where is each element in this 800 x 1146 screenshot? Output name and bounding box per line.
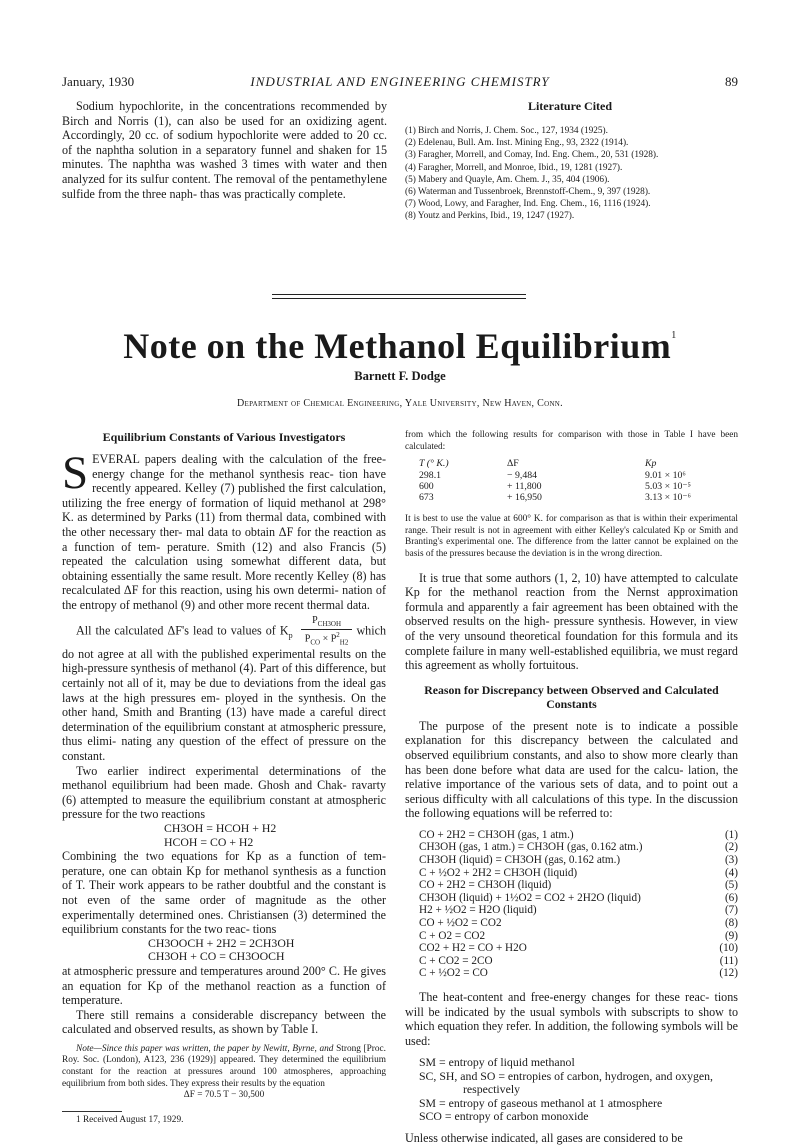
reaction-pair-b: CH3OOCH + 2H2 = 2CH3OH CH3OH + CO = CH3OOCH — [148, 935, 295, 964]
discrepancy-paragraph: There still remains a considerable discrepancy between the calculated and observed results, as shown by Table I. — [62, 1007, 387, 1037]
symbol-def: SM = entropy of gaseous methanol at 1 atmosphere — [419, 1095, 663, 1110]
continuation-paragraph: Sodium hypochlorite, in the concentrations recommended by Birch and Norris (1), can also be used for an oxidizing agent. Accordingly, 20 cc. of sodium hypochlorite were added to 20 cc. of the naphtha solution in a separatory funnel and shaken for 15 minutes. The naphtha was washed 3 times with water and then analyzed for its sulfur content. The removal of the pentamethylene sulfide from the three naph- thas was practically complete. — [62, 99, 388, 201]
running-header-date: January, 1930 — [62, 74, 135, 89]
reaction-pair-a: CH3OH = HCOH + H2 HCOH = CO + H2 — [164, 820, 277, 849]
literature-list — [405, 125, 740, 223]
equation-row: CO + ½O2 = CO2 (8) — [419, 917, 738, 930]
reference-item: (3) Faragher, Morrell, and Comay, Ind. Eng. Chem., 20, 531 (1928). — [405, 150, 659, 161]
left-column — [62, 430, 386, 1125]
table-row: 600 + 11,800 5.03 × 10⁻⁵ — [419, 481, 691, 492]
results-table — [419, 458, 719, 508]
symbol-def: SCO = entropy of carbon monoxide — [419, 1109, 589, 1123]
symbols-paragraph: The heat-content and free-energy changes for these reac- tions will be indicated by the usual symbols with subscripts to show to which equation they refer. In addition, the following symbols will be used: — [405, 990, 738, 1048]
drop-cap: S — [62, 447, 89, 499]
article-author: Barnett F. Dodge — [354, 369, 446, 383]
footnote-rule — [62, 1111, 122, 1112]
page-number: 89 — [725, 74, 738, 89]
section-heading-equilibrium: Equilibrium Constants of Various Investigators — [102, 430, 346, 444]
equation-row: CH3OH (liquid) = CH3OH (gas, 0.162 atm.) (3) — [419, 854, 738, 867]
literature-cited-heading: Literature Cited — [527, 99, 613, 113]
running-header-journal: INDUSTRIAL AND ENGINEERING CHEMISTRY — [250, 74, 550, 89]
reference-item: (1) Birch and Norris, J. Chem. Soc., 127, 1934 (1925). — [405, 126, 608, 136]
symbol-def: respectively — [463, 1082, 520, 1097]
equation-row: CO + 2H2 = CH3OH (gas, 1 atm.) (1) — [419, 828, 738, 841]
equation-row: CO2 + H2 = CO + H2O (10) — [419, 942, 738, 955]
indirect-determinations-paragraph: Two earlier indirect experimental determinations of the methanol equilibrium had been made. Ghosh and Chak- ravarty (6) attempted to measure the equilibrium constant at atmospheric pressure for the two reactions — [62, 763, 386, 822]
symbol-def: SC, SH, and SO = entropies of carbon, hydrogen, and oxygen, — [419, 1068, 713, 1083]
kp-fraction: $P_{CH3OH}$ $P_{CO} \times P^2_{H2}$ — [301, 616, 353, 647]
equation-row: C + O2 = CO2 (9) — [419, 929, 738, 942]
table-comment: It is best to use the value at 600° K. for comparison as that is within their experimental range. Their result is not in agreement with either Kelley's calculated Kp or Smith and Branting's experimental one. The difference from the latter cannot be explained on the basis of the pressures because the deviation is in the wrong direction. — [405, 514, 738, 559]
purpose-paragraph: The purpose of the present note is to indicate a possible explanation for this discrepancy between the calculated and observed equilibrium constants, and also to show more clearly than has been done before what data are used for the calcu- lation, the relative importance of the various sets of data, and to point out a serious difficulty with all calculations of this type. In the discussion the following equations will be referred to: — [405, 718, 739, 821]
previous-article-paragraph — [62, 99, 387, 201]
table-row: 673 + 16,950 3.13 × 10⁻⁶ — [419, 492, 691, 503]
table-header-row: T (° K.) ΔF Kp — [419, 458, 657, 469]
reference-item: (2) Edelenau, Bull. Am. Inst. Mining Eng., 93, 2322 (1914). — [405, 138, 629, 149]
nernst-paragraph: It is true that some authors (1, 2, 10) have attempted to calculate Kp for the methanol reaction from the Nernst approximation formula and apparently a fair agreement has been obtained with the observed results on the high- pressure synthesis. However, in view of the very unsound theoretical foundation for this formula and its complete failure in many well-established equilibria, we must regard this agreement as wholly fortuitous. — [405, 570, 738, 673]
reference-item: (8) Youtz and Perkins, Ibid., 19, 1247 (1927). — [405, 211, 575, 222]
title-footnote-mark: 1 — [671, 330, 677, 341]
equation-row: CH3OH (gas, 1 atm.) = CH3OH (gas, 0.162 atm.) (2) — [419, 841, 738, 854]
reference-item: (5) Mabery and Quayle, Am. Chem. J., 35, 404 (1906). — [405, 174, 610, 185]
article-title: Note on the Methanol Equilibrium$^1$ — [123, 326, 677, 366]
symbol-definitions — [405, 1056, 738, 1123]
combining-paragraph: Combining the two equations for Kp as a function of tem- perature, one can obtain Kp for methanol synthesis as a function of T. Their work appears to be rather doubtful and the constant is not even of the same order of magnitude as the other experimentally determined ones. Christiansen (3) determined the equilibrium constants for the two reac- tions — [62, 849, 386, 937]
intro-paragraph: S EVERAL papers dealing with the calculation of the free-energy change for the methanol synthesis reac- tion have recently appeared. Kelley (7) published the first calculation, utilizing the free energy of formation of liquid methanol at 298° K. as determined by Parks (11) from thermal data, combined with the other necessary ther- mal data to obtain ΔF for the reaction as a function of tem- perature. Smith (12) and also Francis (5) repeated the calculation using somewhat different data, but obtaining essentially the same result. More recently Kelley (8) has recalculated ΔF for this reaction, using his own determi- nation of the entropy of methanol (9) and other more recent thermal data. — [62, 447, 387, 612]
symbol-def: SM = entropy of liquid methanol — [419, 1055, 575, 1070]
equation-row: C + CO2 = 2CO (11) — [419, 954, 738, 967]
last-line: Unless otherwise indicated, all gases are considered to be — [405, 1131, 683, 1146]
reference-item: (7) Wood, Lowy, and Faragher, Ind. Eng. Chem., 16, 1116 (1924). — [405, 199, 651, 210]
article-affiliation: Department of Chemical Engineering, Yale University, New Haven, Conn. — [237, 398, 563, 409]
separator-rule-bottom — [272, 298, 526, 299]
equation-row: C + ½O2 = CO (12) — [419, 967, 738, 980]
equation-list — [405, 829, 738, 980]
equation-row: CO + 2H2 = CH3OH (liquid) (5) — [419, 879, 738, 892]
right-column — [405, 430, 738, 1146]
table-intro: from which the following results for comparison with those in Table I have been calculated: — [405, 430, 738, 452]
equation-row: C + ½O2 + 2H2 = CH3OH (liquid) (4) — [419, 866, 738, 879]
received-footnote: 1 Received August 17, 1929. — [76, 1114, 184, 1125]
reference-item: (6) Waterman and Tussenbroek, Brennstoff-Chem., 9, 397 (1928). — [405, 187, 651, 198]
author-note: Note—Since this paper was written, the paper by Newitt, Byrne, and Strong [Proc. Roy. Soc. (London), A123, 236 (1929)] appeared. They determined the equilibrium constant for the reaction at pressures around 100 atmospheres, approaching equilibrium from both sides. They express their results by the equation — [62, 1043, 387, 1089]
note-equation: ΔF = 70.5 T − 30,500 — [183, 1090, 265, 1101]
equation-row: H2 + ½O2 = H2O (liquid) (7) — [419, 904, 738, 917]
kp-paragraph: All the calculated ΔF's lead to values of $K_p$ $P_{CH3OH}$ $P_{CO} \times P^2_{H2}$ which do not agree at all with the published experimental results on the high-pressure synthesis of methanol (4). Part of this difference, but certainly not all of it, may be due to deviations from the ideal gas laws at the high pressures em- ployed in the synthesis. On the other hand, Smith and Branting (13) have made a careful direct determination of the equilibrium constant at atmospheric pressure, thus elimi- nating any question of the effect of pressure on the constant. — [62, 614, 387, 764]
separator-rule-top — [272, 294, 526, 295]
atmospheric-paragraph: at atmospheric pressure and temperatures around 200° C. He gives an equation for Kp of the methanol reaction as a function of temperature. — [62, 963, 387, 1008]
section-heading-discrepancy: Reason for Discrepancy between Observed and Calculated Constants — [424, 682, 719, 711]
table-row: 298.1 − 9,484 9.01 × 10⁶ — [419, 470, 686, 481]
reference-item: (4) Faragher, Morrell, and Monroe, Ibid., 19, 1281 (1927). — [405, 162, 623, 173]
equation-row: CH3OH (liquid) + 1½O2 = CO2 + 2H2O (liquid) (6) — [419, 891, 738, 904]
